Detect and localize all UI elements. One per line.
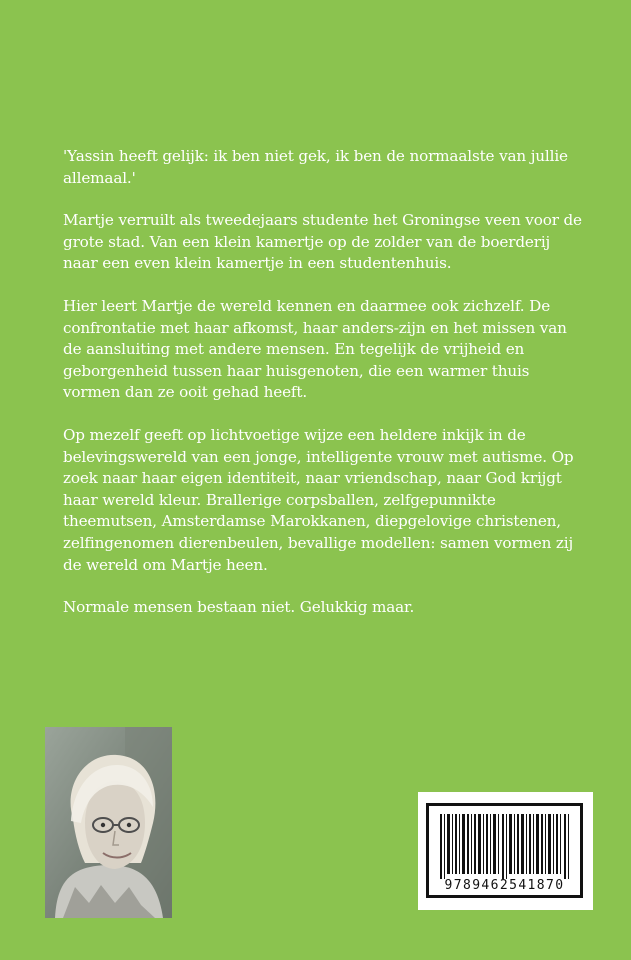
blurb-paragraph: Op mezelf geeft op lichtvoetige wijze een heldere inkijk in de belevingswereld van een jonge, intelligente vrouw met autisme. Op zoek naar haar eigen identiteit, naar vriendschap, naar God krijgt haar wereld kleur. Brallerige corpsballen, zelfgepunnikte theemutsen, Amsterdamse Marokkanen, diepgelovige christenen, zelfingenomen dierenbeulen, bevallige modellen: samen vormen zij de wereld om Martje heen. — [63, 425, 574, 574]
author-photo — [45, 727, 172, 918]
blurb-quote: 'Yassin heeft gelijk: ik ben niet gek, ik ben de normaalste van jullie allemaal.' — [63, 147, 568, 187]
blurb-text — [63, 146, 583, 640]
blurb-paragraph: Martje verruilt als tweedejaars studente het Groningse veen voor de grote stad. Van een klein kamertje op de zolder van de boerderij naar een even klein kamertje in een studentenhuis. — [63, 211, 582, 273]
barcode-bars — [440, 814, 572, 879]
blurb-paragraph: Hier leert Martje de wereld kennen en daarmee ook zichzelf. De confrontatie met haar afkomst, haar anders-zijn en het missen van de aansluiting met andere mensen. En tegelijk de vrijheid en geborgenheid tussen haar huisgenoten, die een warmer thuis vormen dan ze ooit gehad heeft. — [63, 296, 567, 402]
barcode-frame — [426, 803, 583, 898]
barcode-panel — [418, 792, 593, 910]
isbn-number: 9789462541870 — [444, 878, 565, 893]
blurb-closing-line: Normale mensen bestaan niet. Gelukkig maar. — [63, 598, 415, 617]
